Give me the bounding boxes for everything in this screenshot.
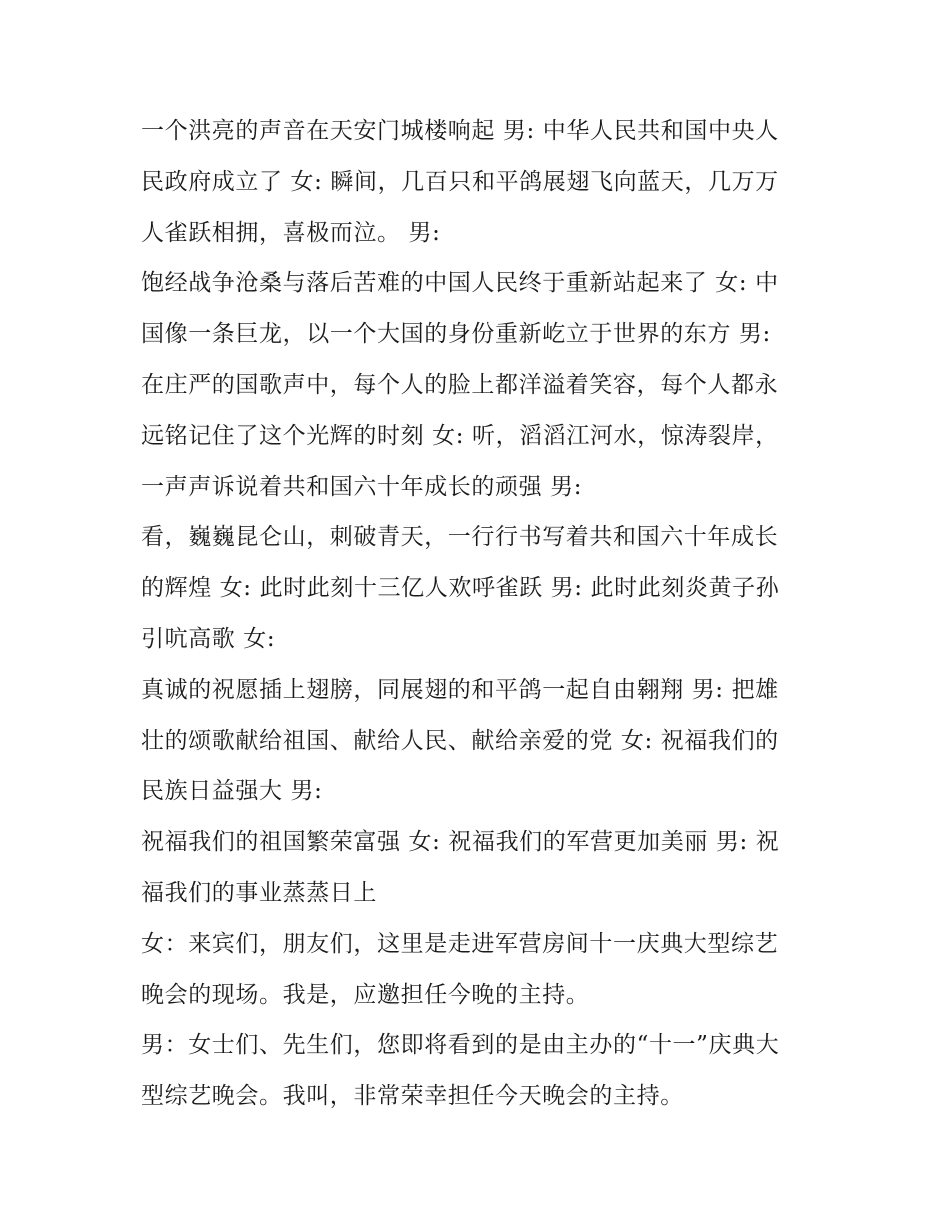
text-line: 民族日益强大 男:	[141, 778, 323, 805]
text-line: 一个洪亮的声音在天安门城楼响起 男: 中华人民共和国中央人	[141, 118, 779, 144]
paragraph-7	[141, 1020, 810, 1122]
text-line: 型综艺晚会。我叫，非常荣幸担任今天晚会的主持。	[141, 1083, 684, 1110]
paragraph-1	[141, 106, 810, 258]
text-line: 国像一条巨龙，以一个大国的身份重新屹立于世界的东方 男:	[141, 321, 771, 348]
text-line: 女：来宾们，朋友们，这里是走进军营房间十一庆典大型综艺	[141, 930, 779, 957]
text-line: 男：女士们、先生们，您即将看到的是由主办的“十一”庆典大	[141, 1032, 780, 1059]
text-line: 的辉煌 女: 此时此刻十三亿人欢呼雀跃 男: 此时此刻炎黄子孙	[141, 575, 780, 602]
paragraph-6	[141, 919, 810, 1021]
paragraph-2	[141, 258, 810, 512]
text-line: 人雀跃相拥，喜极而泣。 男:	[141, 219, 441, 246]
text-line: 一声声诉说着共和国六十年成长的顽强 男:	[141, 473, 583, 500]
text-line: 民政府成立了 女: 瞬间，几百只和平鸽展翅飞向蓝天，几万万	[141, 168, 779, 195]
text-line: 晚会的现场。我是，应邀担任今晚的主持。	[141, 981, 590, 1008]
text-line: 看，巍巍昆仑山，刺破青天，一行行书写着共和国六十年成长	[141, 524, 779, 551]
paragraph-5	[141, 817, 810, 919]
paragraph-3	[141, 512, 810, 664]
text-line: 真诚的祝愿插上翅膀，同展翅的和平鸽一起自由翱翔 男: 把雄	[141, 676, 779, 703]
text-line: 壮的颂歌献给祖国、献给人民、献给亲爱的党 女: 祝福我们的	[141, 727, 779, 754]
text-line: 饱经战争沧桑与落后苦难的中国人民终于重新站起来了 女: 中	[141, 270, 779, 297]
text-line: 引吭高歌 女:	[141, 625, 276, 652]
text-line: 福我们的事业蒸蒸日上	[141, 879, 377, 906]
text-line: 在庄严的国歌声中，每个人的脸上都洋溢着笑容，每个人都永	[141, 371, 779, 398]
text-line: 祝福我们的祖国繁荣富强 女: 祝福我们的军营更加美丽 男: 祝	[141, 829, 780, 856]
paragraph-4	[141, 665, 810, 817]
text-line: 远铭记住了这个光辉的时刻 女: 听，滔滔江河水，惊涛裂岸，	[141, 422, 779, 449]
